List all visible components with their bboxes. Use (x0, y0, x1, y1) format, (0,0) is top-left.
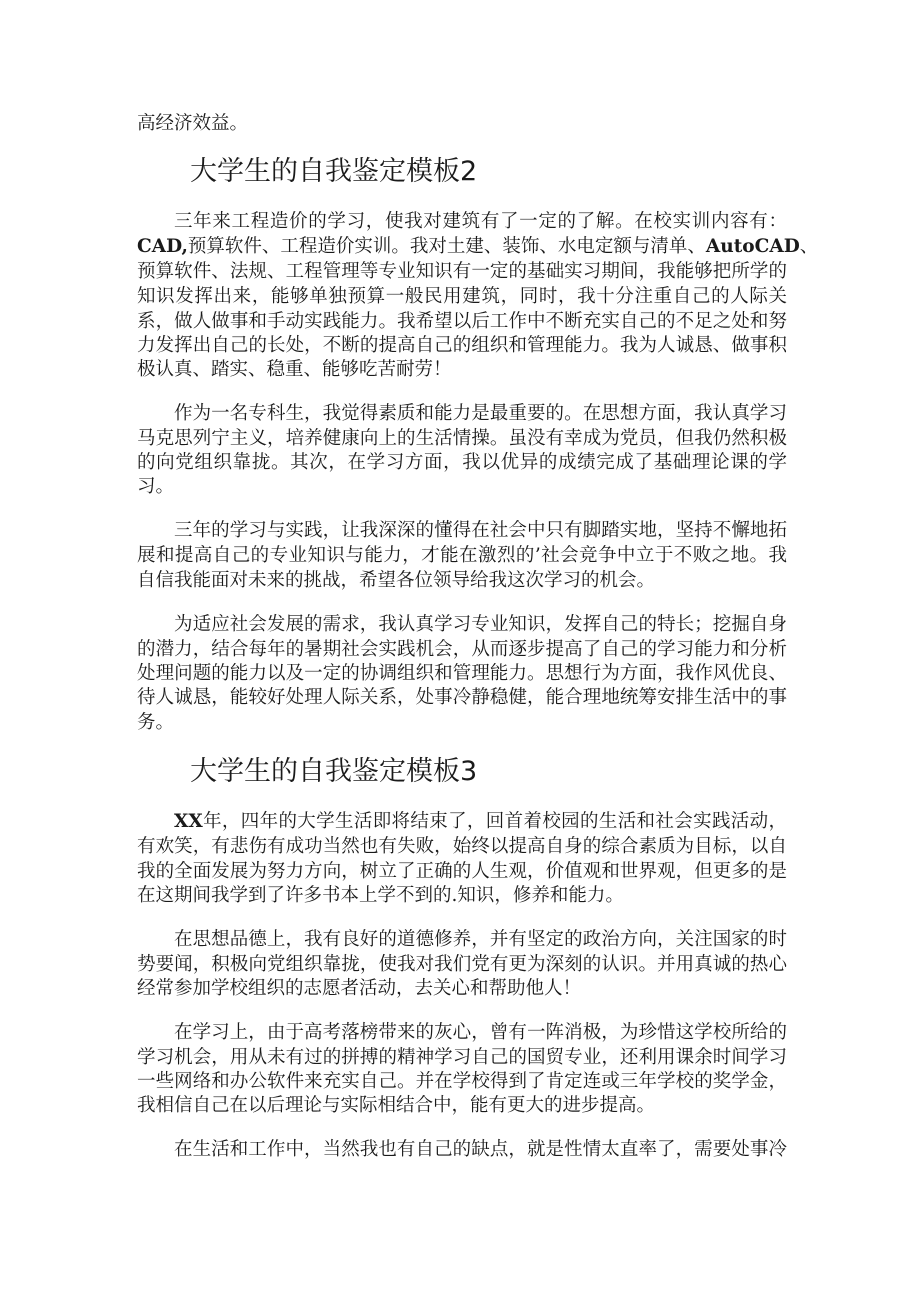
p6-line-3: 经常参加学校组织的志愿者活动，去关心和帮助他人！ (137, 978, 582, 999)
p1-autocad: AutoCAD (705, 236, 800, 257)
p5-xx: XX (174, 811, 203, 832)
p1-line-6: 力发挥出自己的长处，不断的提高自己的组织和管理能力。我为人诚恳、做事积 (137, 335, 787, 356)
p3-line-3: 自信我能面对未来的挑战，希望各位领导给我这次学习的机会。 (137, 570, 656, 591)
p4-line-5: 务。 (137, 712, 175, 733)
p4-line-4: 待人诚恳，能较好处理人际关系，处事冷静稳健，能合理地统筹安排生活中的事 (137, 687, 787, 708)
p4-line-1: 为适应社会发展的需求，我认真学习专业知识，发挥自己的特长；挖掘自身 (174, 614, 787, 635)
p5-line-3: 我的全面发展为努力方向，树立了正确的人生观，价值观和世界观，但更多的是 (137, 861, 787, 882)
section-title-3: 大学生的自我鉴定模板3 (190, 756, 478, 787)
p7-line-3: 一些网络和办公软件来充实自己。并在学校得到了肯定连或三年学校的奖学金， (137, 1071, 787, 1092)
p3-line-2: 展和提高自己的专业知识与能力，才能在激烈的’社会竞争中立于不败之地。我 (137, 545, 787, 566)
section-title-2: 大学生的自我鉴定模板2 (190, 156, 478, 187)
p1-line-3: 预算软件、法规、工程管理等专业知识有一定的基础实习期间，我能够把所学的 (137, 261, 787, 282)
p7-line-4: 我相信自己在以后理论与实际相结合中，能有更大的进步提高。 (137, 1095, 656, 1116)
p1-line-5: 系，做人做事和手动实践能力。我希望以后工作中不断充实自己的不足之处和努 (137, 311, 787, 332)
p5-line-1 (174, 810, 787, 834)
p2-line-4: 习。 (137, 476, 175, 497)
p1-line-2-text: 预算软件、工程造价实训。我对土建、装饰、水电定额与清单、 (187, 236, 706, 257)
p1-line-2-end: 、 (799, 236, 819, 257)
p4-line-3: 处理问题的能力以及一定的协调组织和管理能力。思想行为方面，我作风优良、 (137, 663, 787, 684)
p8-line-1: 在生活和工作中，当然我也有自己的缺点，就是性情太直率了，需要处事冷 (174, 1139, 787, 1160)
p7-line-2: 学习机会，用从未有过的拼搏的精神学习自己的国贸专业，还利用课余时间学习 (137, 1047, 787, 1068)
p1-line-4: 知识发挥出来，能够单独预算一般民用建筑，同时，我十分注重自己的人际关 (137, 286, 787, 307)
p5-line-2: 有欢笑，有悲伤有成功当然也有失败，始终以提高自身的综合素质为目标，以自 (137, 836, 787, 857)
p1-cad: CAD, (137, 236, 188, 257)
p5-line-1-text: 年，四年的大学生活即将结束了，回首着校园的生活和社会实践活动， (202, 811, 787, 832)
p6-line-1: 在思想品德上，我有良好的道德修养，并有坚定的政治方向，关注国家的时 (174, 929, 787, 950)
p2-line-1: 作为一名专科生，我觉得素质和能力是最重要的。在思想方面，我认真学习 (174, 403, 787, 424)
p1-line-7: 极认真、踏实、稳重、能够吃苦耐劳！ (137, 359, 452, 380)
p1-line-2 (137, 235, 819, 259)
p1-line-1: 三年来工程造价的学习，使我对建筑有了一定的了解。在校实训内容有： (174, 211, 787, 232)
p4-line-2: 的潜力，结合每年的暑期社会实践机会，从而逐步提高了自己的学习能力和分析 (137, 639, 787, 660)
p2-line-3: 的向党组织靠拢。其次，在学习方面，我以优异的成绩完成了基础理论课的学 (137, 452, 787, 473)
p3-line-1: 三年的学习与实践，让我深深的懂得在社会中只有脚踏实地，坚持不懈地拓 (174, 520, 787, 541)
p7-line-1: 在学习上，由于高考落榜带来的灰心，曾有一阵消极，为珍惜这学校所给的 (174, 1022, 787, 1043)
lead-line: 高经济效益。 (137, 113, 249, 134)
p5-line-4: 在这期间我学到了许多书本上学不到的.知识，修养和能力。 (137, 885, 624, 906)
p6-line-2: 势要闻，积极向党组织靠拢，使我对我们党有更为深刻的认识。并用真诚的热心 (137, 954, 787, 975)
p2-line-2: 马克思列宁主义，培养健康向上的生活情操。虽没有幸成为党员，但我仍然积极 (137, 428, 787, 449)
